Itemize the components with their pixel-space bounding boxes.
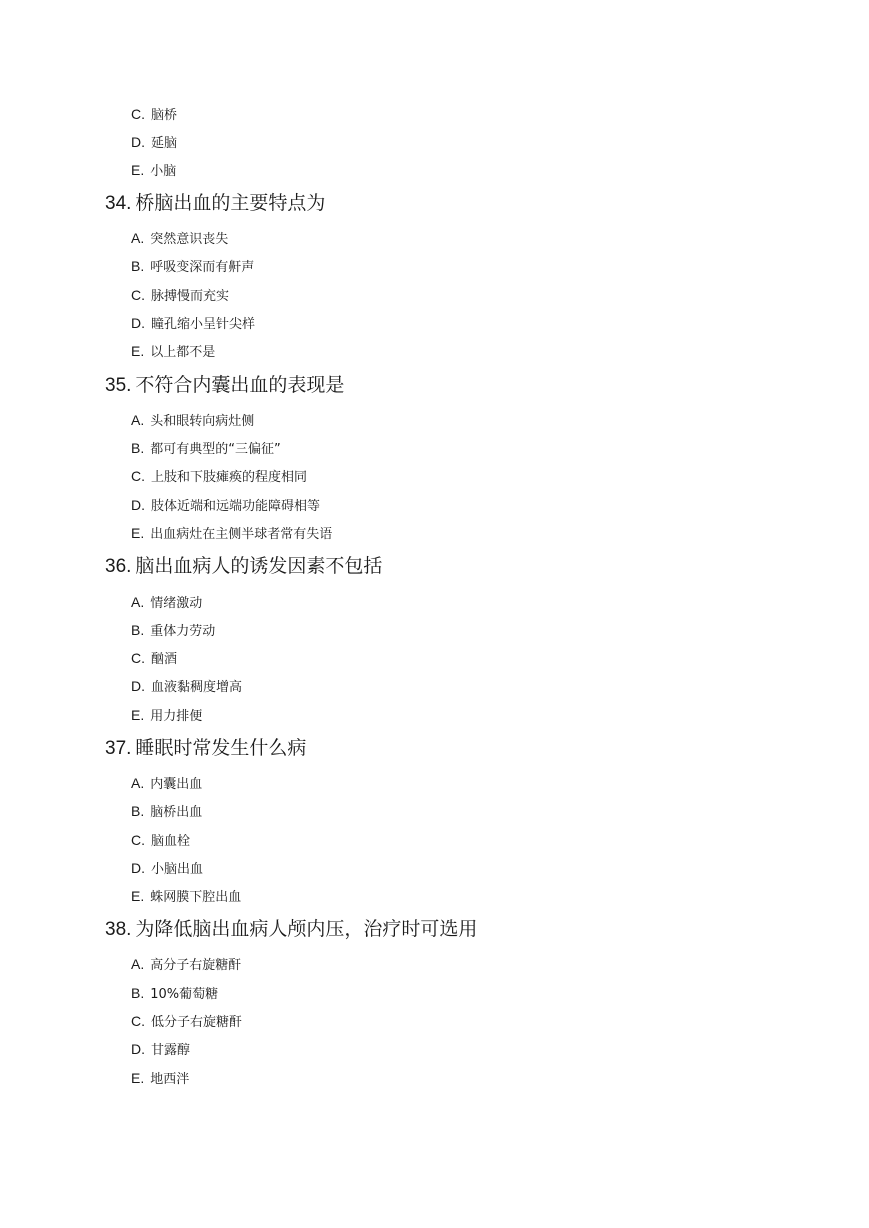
question-number: 37.	[105, 738, 132, 759]
option-text: 小脑	[150, 164, 177, 179]
option-37-d	[131, 858, 203, 878]
option-37-a	[131, 773, 202, 793]
option-text: 血液黏稠度增高	[151, 680, 243, 695]
option-letter: C.	[131, 468, 145, 484]
question-text: 为降低脑出血病人颅内压，治疗时可选用	[135, 918, 478, 940]
option-34-a	[131, 228, 228, 248]
option-letter: E.	[131, 525, 145, 541]
option-34-d	[131, 313, 255, 333]
option-letter: B.	[131, 622, 145, 638]
question-text: 脑出血病人的诱发因素不包括	[135, 555, 383, 577]
option-letter: A.	[131, 956, 145, 972]
option-text: 瞳孔缩小呈针尖样	[151, 317, 256, 332]
option-letter: B.	[131, 440, 145, 456]
option-35-e	[131, 523, 332, 543]
option-38-e	[131, 1068, 189, 1088]
option-38-d	[131, 1039, 190, 1059]
option-letter: A.	[131, 412, 145, 428]
option-text: 突然意识丧失	[150, 232, 229, 247]
option-34-b	[131, 256, 254, 276]
option-letter: E.	[131, 1070, 145, 1086]
option-letter: A.	[131, 594, 145, 610]
option-text: 情绪激动	[150, 596, 203, 611]
option-text: 都可有典型的“三偏征”	[150, 442, 281, 457]
option-letter: C.	[131, 287, 145, 303]
option-34-c	[131, 285, 229, 305]
option-letter: D.	[131, 678, 145, 694]
option-letter: E.	[131, 162, 145, 178]
option-text: 脑桥出血	[150, 805, 203, 820]
option-letter: E.	[131, 888, 145, 904]
option-letter: A.	[131, 775, 145, 791]
option-text: 呼吸变深而有鼾声	[150, 260, 255, 275]
option-text: 小脑出血	[151, 862, 204, 877]
option-text: 酗酒	[151, 652, 178, 667]
option-35-d	[131, 495, 320, 515]
option-36-d	[131, 676, 242, 696]
option-letter: C.	[131, 832, 145, 848]
option-33-c	[131, 104, 177, 124]
option-text: 地西泮	[150, 1072, 190, 1087]
question-number: 38.	[105, 919, 132, 940]
option-text: 以上都不是	[150, 345, 216, 360]
option-letter: D.	[131, 315, 145, 331]
option-letter: B.	[131, 985, 145, 1001]
question-number: 35.	[105, 375, 132, 396]
option-37-c	[131, 830, 190, 850]
option-36-c	[131, 648, 177, 668]
option-letter: C.	[131, 106, 145, 122]
option-36-a	[131, 592, 202, 612]
question-number: 34.	[105, 193, 132, 214]
question-35-title	[105, 371, 344, 399]
option-text: 出血病灶在主侧半球者常有失语	[150, 527, 333, 542]
question-number: 36.	[105, 556, 132, 577]
option-34-e	[131, 341, 215, 361]
option-38-c	[131, 1011, 242, 1031]
option-text: 用力排便	[150, 709, 203, 724]
option-text: 内囊出血	[150, 777, 203, 792]
question-text: 桥脑出血的主要特点为	[135, 192, 326, 214]
option-36-b	[131, 620, 215, 640]
option-letter: E.	[131, 707, 145, 723]
option-33-e	[131, 160, 176, 180]
option-35-c	[131, 466, 307, 486]
option-text: 肢体近端和远端功能障碍相等	[151, 499, 321, 514]
question-34-title	[105, 189, 325, 217]
option-letter: D.	[131, 497, 145, 513]
question-38-title	[105, 915, 477, 943]
option-38-a	[131, 954, 241, 974]
question-text: 不符合内囊出血的表现是	[135, 374, 345, 396]
option-text: 延脑	[151, 136, 178, 151]
option-37-e	[131, 886, 241, 906]
option-letter: C.	[131, 650, 145, 666]
question-text: 睡眠时常发生什么病	[135, 737, 307, 759]
question-36-title	[105, 552, 382, 580]
option-35-b	[131, 438, 281, 458]
option-text: 10%葡萄糖	[150, 987, 219, 1002]
option-37-b	[131, 801, 202, 821]
option-letter: D.	[131, 860, 145, 876]
option-text: 蛛网膜下腔出血	[150, 890, 242, 905]
option-text: 甘露醇	[151, 1043, 191, 1058]
option-38-b	[131, 983, 218, 1003]
option-letter: E.	[131, 343, 145, 359]
option-33-d	[131, 132, 177, 152]
option-text: 低分子右旋糖酐	[151, 1015, 243, 1030]
option-letter: A.	[131, 230, 145, 246]
question-37-title	[105, 734, 306, 762]
option-letter: B.	[131, 258, 145, 274]
option-text: 重体力劳动	[150, 624, 216, 639]
option-text: 高分子右旋糖酐	[150, 958, 242, 973]
option-letter: D.	[131, 1041, 145, 1057]
option-text: 脉搏慢而充实	[151, 289, 230, 304]
option-text: 上肢和下肢瘫痪的程度相同	[151, 470, 308, 485]
option-35-a	[131, 410, 254, 430]
option-text: 脑血栓	[151, 834, 191, 849]
option-letter: B.	[131, 803, 145, 819]
option-letter: C.	[131, 1013, 145, 1029]
option-text: 头和眼转向病灶侧	[150, 414, 255, 429]
option-text: 脑桥	[151, 108, 178, 123]
option-letter: D.	[131, 134, 145, 150]
option-36-e	[131, 705, 202, 725]
